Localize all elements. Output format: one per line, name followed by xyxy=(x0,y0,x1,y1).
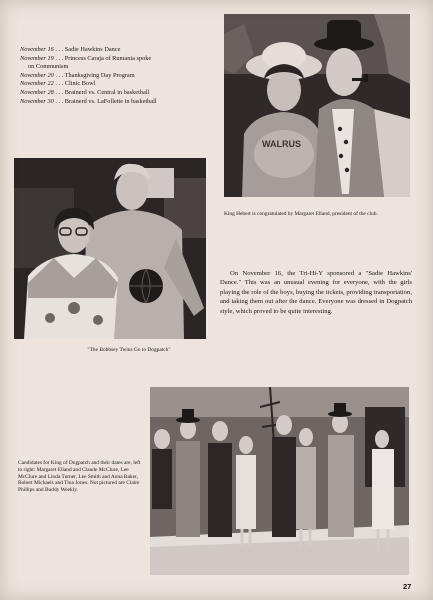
calendar-entry xyxy=(20,98,220,107)
calendar-separator: . . . xyxy=(53,71,65,79)
calendar-separator: . . . xyxy=(53,80,65,88)
photo-bobbsey-twins xyxy=(14,158,206,339)
calendar-separator: . . . xyxy=(53,97,65,105)
event-calendar xyxy=(20,46,220,106)
calendar-entry xyxy=(20,46,220,55)
calendar-date: November 28 xyxy=(20,88,54,96)
calendar-date: November 19 xyxy=(20,54,54,62)
calendar-event: Brainerd vs. Central in basketball xyxy=(64,88,150,96)
calendar-event-continuation: on Communism xyxy=(28,63,69,71)
calendar-date: November 22 xyxy=(20,80,54,88)
calendar-date: November 16 xyxy=(20,46,54,53)
calendar-entry xyxy=(20,89,220,98)
calendar-entry xyxy=(20,80,220,89)
calendar-event: Brainerd vs. LaFollette in basketball xyxy=(64,97,157,105)
calendar-event: Clinic Bowl xyxy=(64,80,96,88)
calendar-entry xyxy=(20,55,220,64)
calendar-separator: . . . xyxy=(53,88,65,96)
sweater-lettering: WALRUS xyxy=(262,139,301,149)
calendar-event: Thanksgiving Day Program xyxy=(64,71,135,79)
calendar-date: November 30 xyxy=(20,97,54,105)
calendar-entry xyxy=(20,72,220,81)
caption-candidates: Candidates for King of Dogpatch and their dates are, left to right: Margaret Elland and Claude McClure, Lee McClure and Linda Turner, Lee Smith and Anna Baker, Robert Michaels and Tina Jones. Not pictured are Claire Phillips and Buddy Weekly. xyxy=(18,460,141,494)
sadie-hawkins-story: On November 16, the Tri-Hi-Y sponsored a "Sadie Hawkins' Dance." This was an unusual evening for everyone, with the girls playing the role of the boys, buying the tickets, providing transportation, and taking them out after the dance. Everyone was dressed in Dogpatch style, which proved to be quite interesting. xyxy=(220,270,412,315)
calendar-separator: . . . xyxy=(53,54,65,62)
calendar-separator: . . . xyxy=(53,46,65,53)
calendar-date: November 20 xyxy=(20,71,54,79)
caption-twins: "The Bobbsey Twins Go to Dogpatch" xyxy=(87,347,171,353)
calendar-event: Princess Caraja of Rumania spoke xyxy=(64,54,152,62)
caption-king: King Hebert is congratulated by Margaret Elland, president of the club. xyxy=(224,211,378,217)
calendar-event: Sadie Hawkins Dance xyxy=(64,46,121,53)
photo-king-candidates xyxy=(150,387,409,575)
photo-king-and-president xyxy=(224,14,410,197)
page-number: 27 xyxy=(403,582,412,591)
